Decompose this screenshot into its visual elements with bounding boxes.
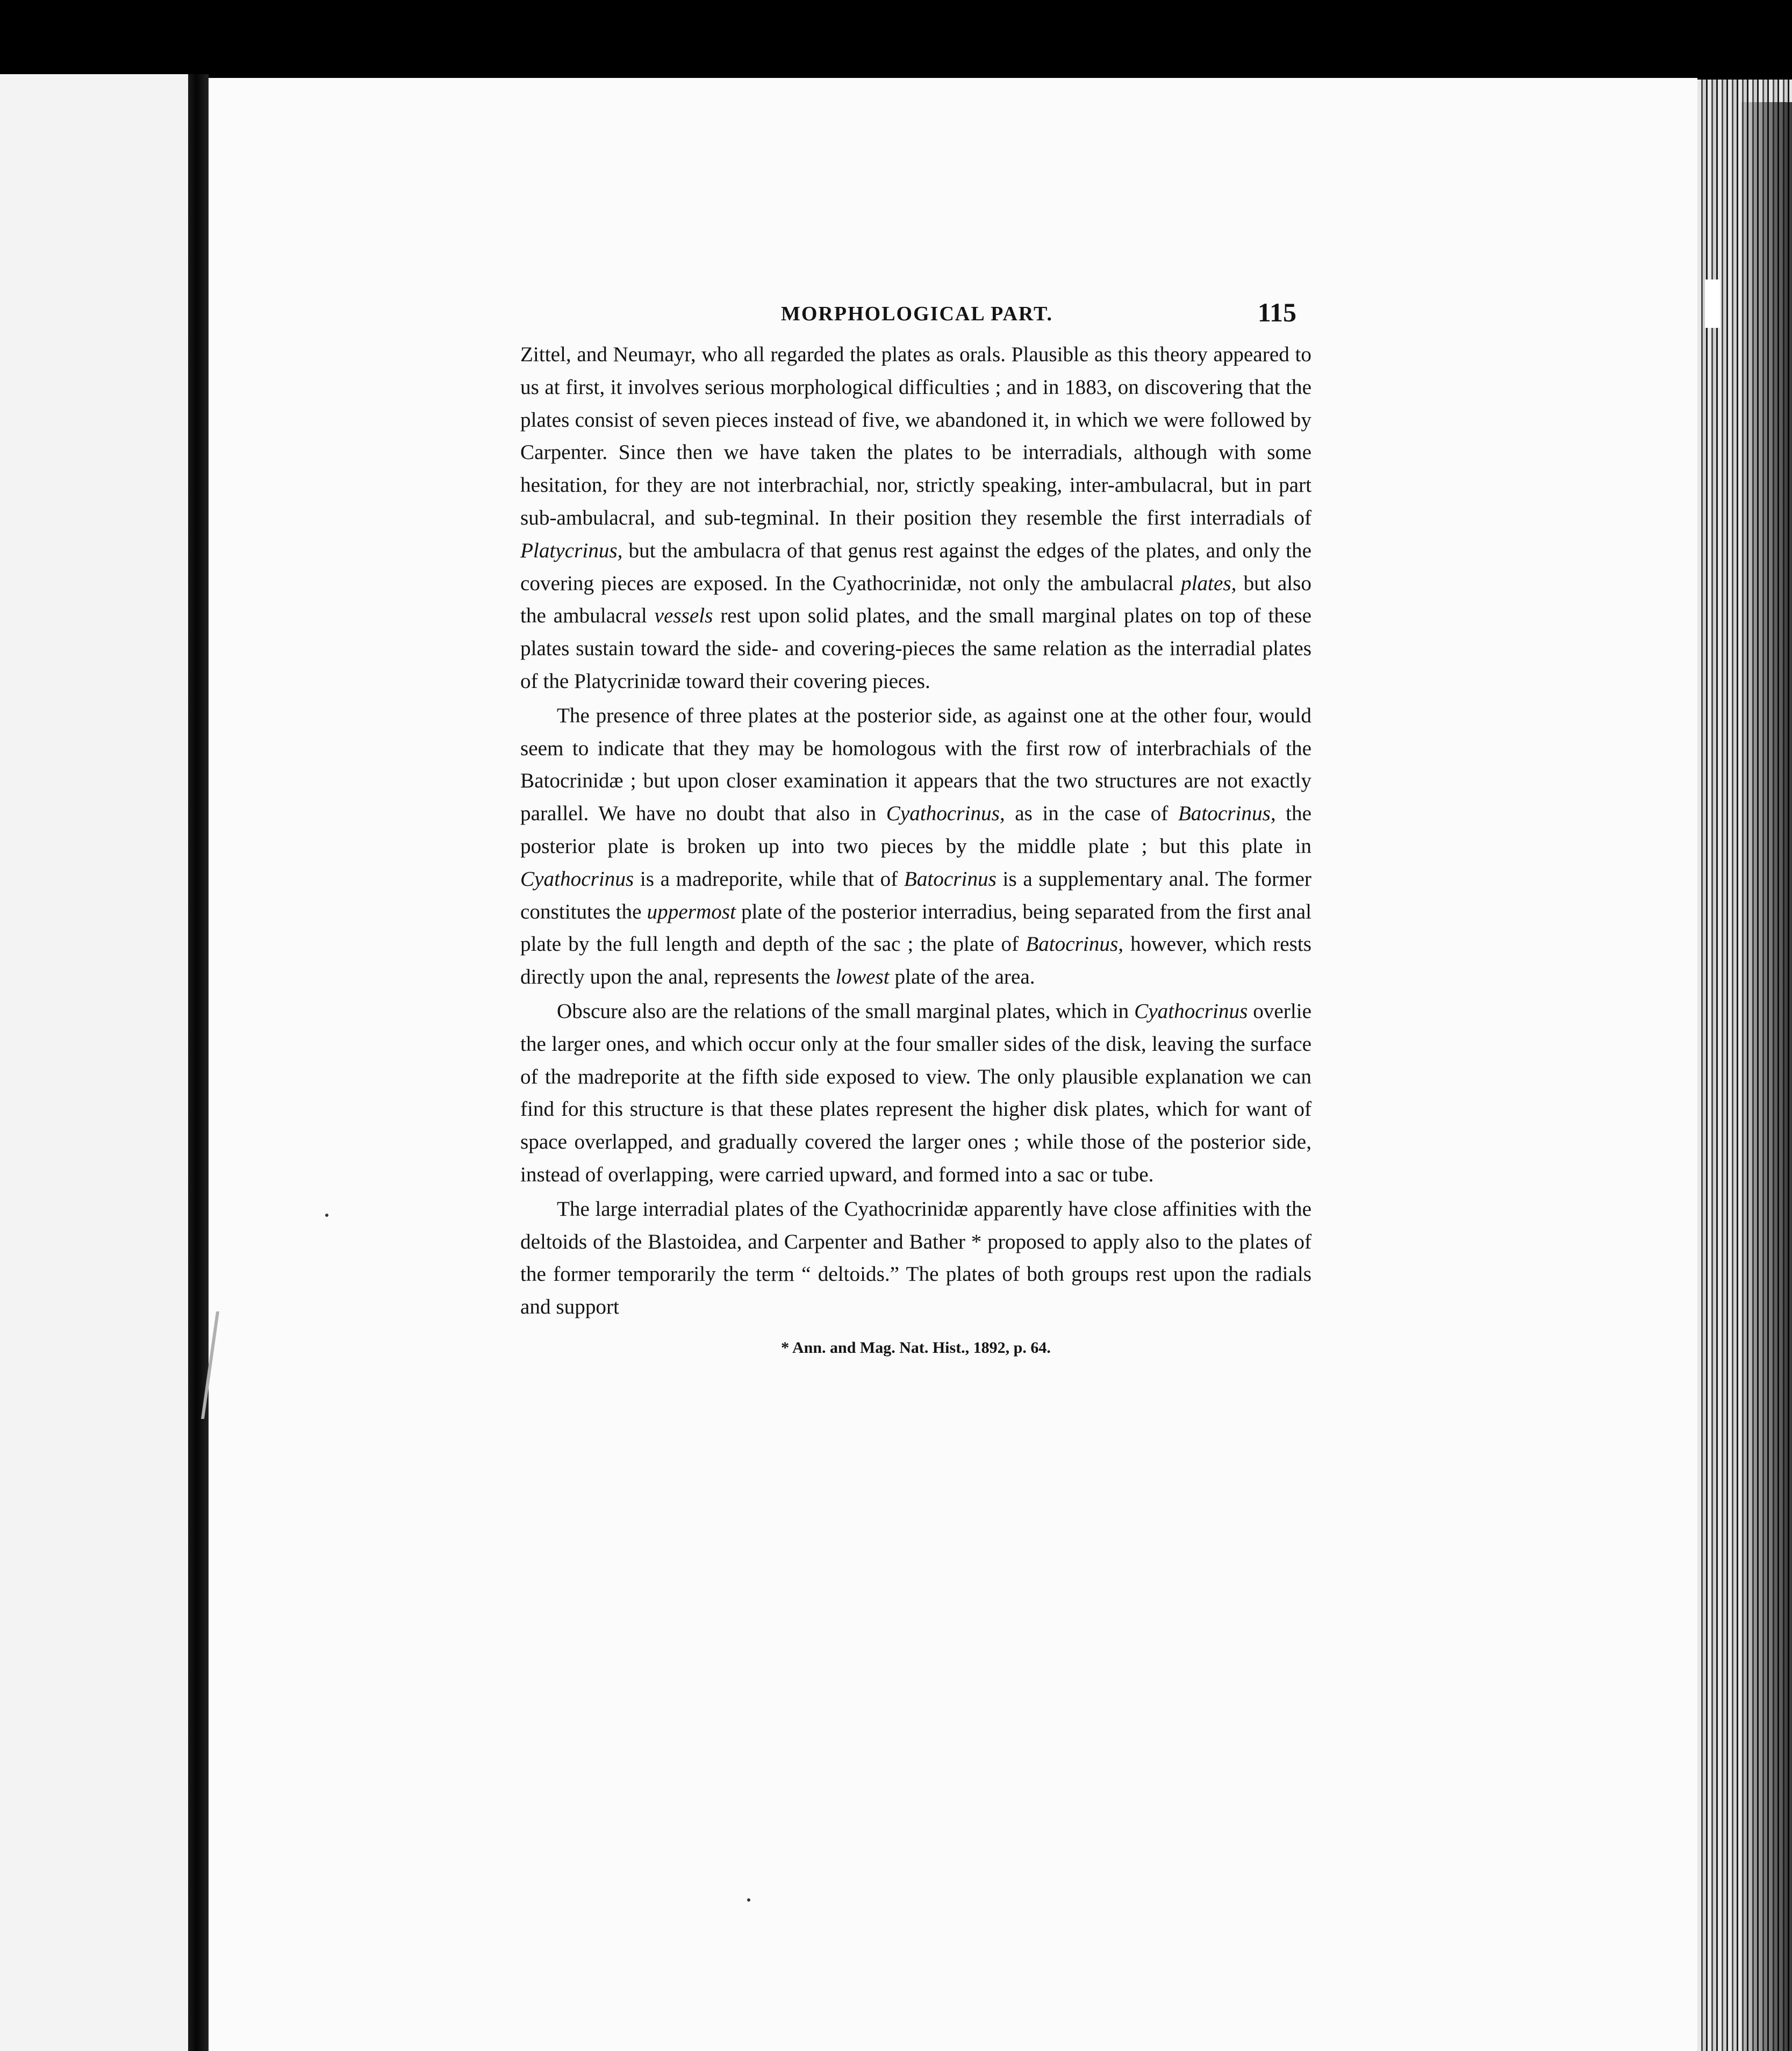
text-run: plate of the area. xyxy=(889,965,1035,989)
italic-text-run: Platycrinus, xyxy=(520,539,623,562)
italic-text-run: Batocrinus, xyxy=(1178,802,1276,826)
italic-text-run: lowest xyxy=(835,965,890,989)
text-run: is a supplementary anal. The former constitutes the xyxy=(520,867,1311,923)
paragraph xyxy=(520,339,1311,698)
book-edge-shadow xyxy=(1741,102,1792,2051)
text-run: plate of the posterior interradius, being separated from the first anal plate by the full length and depth of the sac ; the plate of xyxy=(520,900,1311,956)
italic-text-run: plates, xyxy=(1180,571,1237,595)
text-run: overlie the larger ones, and which occur only at the four smaller sides of the disk, leaving the surface of the madreporite at the fifth side exposed to view. The only plausible explanation we can find for this structure is that these plates represent the higher disk plates, which for want of space overlapped, and gradually covered the larger ones ; while those of the posterior side, instead of overlapping, were carried upward, and formed into a sac or tube. xyxy=(520,999,1311,1186)
italic-text-run: Cyathocrinus xyxy=(520,867,634,891)
running-head-title: MORPHOLOGICAL PART. xyxy=(781,303,1053,325)
text-run: The large interradial plates of the Cyathocrinidæ apparently have close affinities with the deltoids of the Blastoidea, and Carpenter and Bather * proposed to apply also to the plates of the former temporarily the term “ deltoids.” The plates of both groups rest upon the radials and support xyxy=(520,1197,1311,1319)
italic-text-run: Cyathocrinus xyxy=(1134,999,1248,1023)
text-run: but also the ambulacral xyxy=(520,571,1311,628)
gutter-shadow xyxy=(188,74,209,2051)
body-text xyxy=(520,339,1311,1324)
page-edge-tab xyxy=(1705,279,1720,328)
italic-text-run: Cyathocrinus, xyxy=(886,802,1005,826)
paragraph xyxy=(520,1193,1311,1324)
text-run: as in the case of xyxy=(1005,802,1178,826)
left-facing-page-edge xyxy=(0,74,188,2051)
text-block xyxy=(520,290,1311,1357)
text-run: Obscure also are the relations of the small marginal plates, which in xyxy=(557,999,1135,1023)
text-run: Zittel, and Neumayr, who all regarded the plates as orals. Plausible as this theory appeared to us at first, it involves serious morphological difficulties ; and in 1883, on discovering that the plates consist of seven pieces instead of five, we abandoned it, in which we were followed by Carpenter. Since then we have taken the plates to be interradials, although with some hesitation, for they are not interbrachial, nor, strictly speaking, inter-ambulacral, but in part sub-ambulacral, and sub-tegminal. In their position they resemble the first interradials of xyxy=(520,343,1311,529)
footnote: * Ann. and Mag. Nat. Hist., 1892, p. 64. xyxy=(781,1338,1051,1357)
italic-text-run: uppermost xyxy=(647,900,736,923)
text-run: the posterior plate is broken up into two pieces by the middle plate ; but this plate in xyxy=(520,802,1312,858)
running-head xyxy=(520,290,1311,333)
text-run: but the ambulacra of that genus rest against the edges of the plates, and only the covering pieces are exposed. In the Cyathocrinidæ, not only the ambulacral xyxy=(520,539,1311,595)
page-number: 115 xyxy=(1257,297,1296,327)
text-run: is a madreporite, while that of xyxy=(634,867,904,891)
italic-text-run: Batocrinus xyxy=(904,867,997,891)
italic-text-run: Batocrinus, xyxy=(1026,933,1124,956)
paragraph xyxy=(520,995,1311,1192)
text-run: however, which rests directly upon the anal, represents the xyxy=(520,933,1311,989)
paragraph xyxy=(520,700,1311,994)
text-run: rest upon solid plates, and the small marginal plates on top of these plates sustain toward the side- and covering-pieces the same relation as the interradial plates of the Platycrinidæ toward their covering pieces. xyxy=(520,604,1311,693)
italic-text-run: vessels xyxy=(654,604,713,628)
text-run: The presence of three plates at the posterior side, as against one at the other four, would seem to indicate that they may be homologous with the first row of interbrachials of the Batocrinidæ ; but upon closer examination it appears that the two structures are not exactly parallel. We have no doubt that also in xyxy=(520,704,1311,826)
page-speck xyxy=(325,1214,328,1217)
page-speck xyxy=(747,1898,750,1902)
